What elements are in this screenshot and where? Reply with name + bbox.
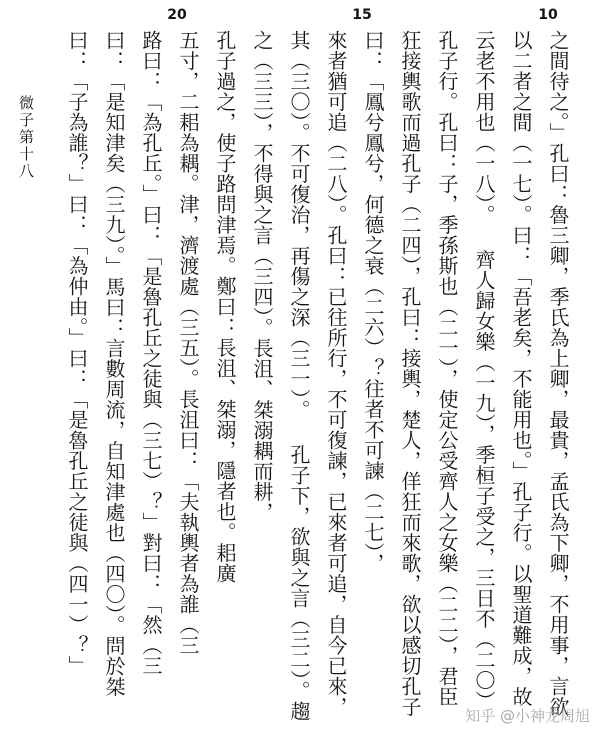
text-column-14: 曰：「子為誰？」曰：「為仲由。」曰：「是魯孔丘之徒與（四一）？」 [65,30,89,676]
chapter-title: 微子第十八 [17,95,35,180]
text-column-6: 曰：「鳳兮鳳兮，何德之衰（二六）？往者不可諫（二七）， [361,30,385,574]
watermark: 知乎 @小神龙周旭 [465,707,590,725]
line-number-10: 10 [538,7,558,23]
text-column-8: 其（三〇）。不可復治，再傷之深（三一）。 孔子下，欲與之言（三二）。趨 [287,30,311,722]
text-column-7: 來者猶可追（二八）。孔曰：已往所行，不可復諫，已來者可追，自今已來， [324,30,348,717]
text-column-5: 狂接輿歌而過孔子（二四），孔曰：接輿，楚人，佯狂而來歌，欲以感切孔子 [398,30,422,717]
text-column-11: 五寸，二耜為耦。津，濟渡處（三五）。長沮曰：「夫執輿者為誰（三 [176,30,200,656]
text-column-10: 孔子過之，使子路問津焉。鄭曰：長沮、桀溺，隱者也。耜廣 [213,30,237,584]
text-column-9: 之（三三），不得與之言（三四）。長沮、桀溺耦而耕， [250,30,274,523]
text-column-12: 路曰：「為孔丘。」曰：「是魯孔丘之徒與（三七）？」對曰：「然（三 [139,30,163,676]
text-column-2: 以二者之間（一七）。曰：「吾老矣，不能用也。」孔子行。以聖道難成，故 [509,30,533,707]
line-number-20: 20 [167,7,187,23]
text-column-3: 云老不用也（一八）。 齊人歸女樂（一九），季桓子受之，三日不（二〇） [472,30,496,711]
text-column-4: 孔子行。孔曰：子，季孫斯也（二一），使定公受齊人之女樂（二二），君臣 [435,30,459,707]
text-column-1: 之間待之。」孔曰：魯三卿，季氏為上卿，最貴，孟氏為下卿，不用事，言欲 [546,30,570,717]
line-number-15: 15 [352,7,372,23]
text-column-13: 曰：「是知津矣（三九）。」馬曰：言數周流，自知津處也（四〇）。問於桀 [102,30,126,697]
